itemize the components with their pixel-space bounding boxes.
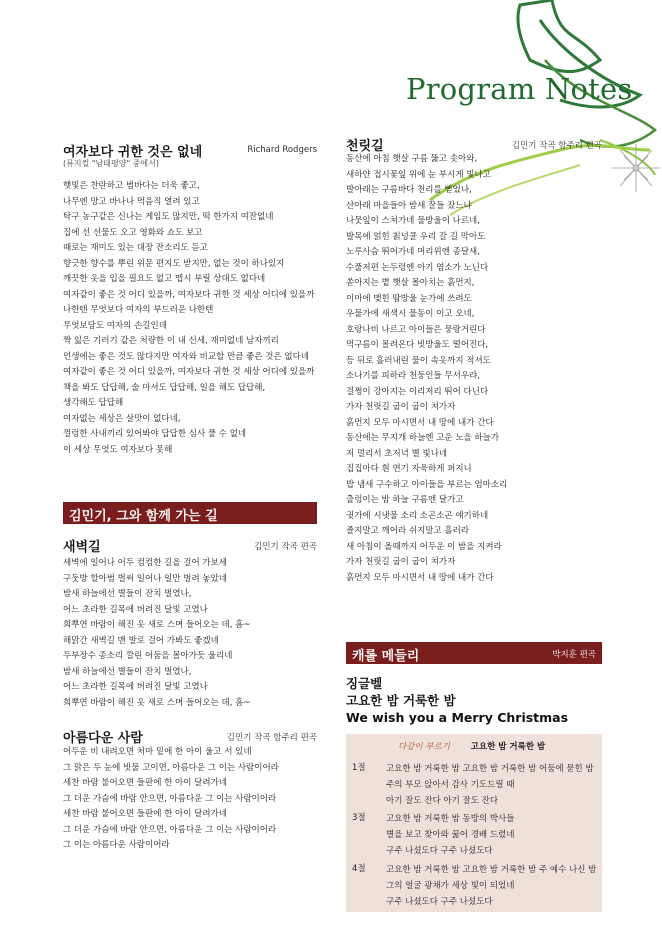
lyric-line: 동산에는 무지개 하늘엔 고운 노을 하늘가: [346, 433, 500, 443]
lyric-line: 탁구 농구같은 신나는 게임도 많지만, 떡 한가지 여잔없네: [63, 212, 274, 222]
song-credit: Richard Rodgers: [247, 145, 317, 155]
lyric-line: 책을 봐도 답답해, 술 마셔도 답답해, 일을 해도 답답해,: [63, 382, 266, 393]
lyric-line: 여자같이 좋은 것 어디 있을까, 여자보다 귀한 것 세상 어디에 있을까: [63, 289, 315, 300]
lyric-line: 해맑간 새벽길 맨 발로 걸어 가봐도 좋겠네: [63, 635, 219, 646]
verse-line: 주의 부모 앉아서 감사 기도드릴 때: [386, 780, 515, 790]
verse-line: 고요한 밤 거룩한 밤 고요한 밤 거룩한 밤 주 예수 나신 밤: [386, 865, 597, 875]
lyric-line: 그 이는 아름다운 사람이어라: [63, 840, 170, 850]
page-title: Program Notes: [406, 72, 633, 106]
lyric-line: 세찬 바람 불어오면 들판에 한 아이 달려가네: [63, 809, 228, 819]
lyrics: [63, 179, 317, 458]
lyric-line: 밤새 하늘에선 별들이 잔치 벌였나,: [63, 589, 192, 599]
section-bar-carol-medley: [346, 642, 602, 664]
lyric-line: 우물가에 새색시 물동이 이고 오네,: [346, 309, 475, 319]
song-title: 여자보다 귀한 것은 없네: [63, 145, 203, 160]
song-areumdaun-saram: [63, 727, 317, 854]
verse-line: 구주 나셨도다 구주 나셨도다: [386, 897, 493, 907]
lyric-line: 나뭇잎이 스쳐가네 물방울이 나르네,: [346, 216, 480, 226]
lyric-line: 걸쩡이 강아지는 이리저리 뛰어 다닌다: [346, 386, 489, 397]
sing-along-box: [346, 734, 602, 912]
lyric-line: 향긋한 향수를 뿌린 위문 편지도 받지만, 없는 것이 하나있지: [63, 258, 285, 269]
lyric-line: 집에 선 선물도 오고 영화와 쇼도 보고: [63, 227, 203, 238]
lyrics: [63, 556, 317, 711]
lyric-line: 짝 잃은 기러기 같은 처량한 이 내 신세, 재미없네 남자끼리: [63, 336, 279, 346]
lyric-line: 저 멀리서 초저녁 별 빛나네: [346, 448, 448, 459]
lyric-line: 나무엔 망고 바나나 먹음직 열려 있고: [63, 196, 200, 207]
song-subtitle: (뮤지컬 "남태평양" 중에서): [63, 159, 159, 168]
sparkle-icon: [612, 144, 660, 192]
section-title: 캐롤 메들리: [352, 649, 420, 664]
lyric-line: 껄렁한 사내끼리 있어봐야 답답한 심사 풀 수 없네: [63, 429, 247, 439]
lyric-line: 호랑나비 나르고 아이들은 뭉랑거린다: [346, 324, 486, 335]
lyric-line: 소나기를 피하라 천둥인들 무서우랴,: [346, 371, 480, 381]
lyric-line: 어두운 비 내려오면 처마 밑에 한 아이 울고 서 있네: [63, 747, 252, 757]
lyric-line: 밤새 하늘에선 별들이 잔치 벌였나,: [63, 666, 192, 677]
verse-line: 구주 나셨도다 구주 나셨도다: [386, 846, 493, 856]
lyric-line: 그 더운 가슴에 바람 안으면, 아름다운 그 이는 사람이어라: [63, 793, 277, 804]
lyric-line: 깨끗한 옷을 입을 필요도 없고 멥시 부릴 상대도 없다네: [63, 274, 266, 284]
lyric-line: 인생에는 좋은 것도 많다지만 여자와 비교할 만큼 좋은 것은 없다네: [63, 351, 310, 362]
sing-along-label: 다같이 부르기: [398, 742, 450, 752]
lyric-line: 집집마다 흰 연기 자욱하게 퍼지니: [346, 464, 472, 474]
section-title: 김민기, 그와 함께 가는 길: [69, 509, 218, 524]
verse-line: 별을 보고 찾아와 꿇어 경배 드렸네: [386, 830, 515, 840]
lyric-line: 그 더운 가슴에 바람 안으면, 아름다운 그 이는 사람이어라: [63, 824, 277, 835]
lyric-line: 쏟아지는 볕 햇살 몰아치는 흙먼지,: [346, 278, 475, 288]
lyric-line: 구둣방 할아범 벌써 일어나 일만 벌려 놓았네: [63, 573, 228, 584]
medley-song: 고요한 밤 거룩한 밤: [346, 693, 456, 708]
lyric-line: 세찬 바람 불어오면 들판에 한 아이 달려가네: [63, 778, 228, 788]
lyric-line: 가자 천릿길 굽이 굽이 쳐가자: [346, 402, 456, 412]
verse-line: 고요한 밤 거룩한 밤 동방의 박사들: [386, 814, 515, 824]
lyric-line: 등 뒤로 흘러내린 물이 속옷까지 적셔도: [346, 355, 491, 366]
song-credit: 김민기 작곡 편곡: [254, 542, 317, 552]
song-credit: 김민기 작곡 함주리 편곡: [226, 733, 317, 743]
verse-number: 3절: [352, 813, 366, 823]
verse-line: 고요한 밤 거룩한 밤 고요한 밤 거룩한 밤 어둠에 묻힌 밤: [386, 764, 594, 774]
song-credit: 김민기 작곡 함주리 편곡: [511, 141, 602, 151]
lyric-line: 햇빛은 찬란하고 범바다는 더욱 좋고,: [63, 181, 200, 191]
lyric-line: 무엇보담도 여자의 손길인데: [63, 320, 167, 331]
lyric-line: 어느 초라한 길목에 버려진 달빛 고였나: [63, 682, 208, 692]
lyric-line: 출렁이는 밤 하늘 구름엔 달가고: [346, 495, 464, 505]
lyric-line: 귓가에 시냇물 소리 소곤소곤 얘기하네: [346, 510, 489, 521]
verse-line: 아기 잘도 잔다 아기 잘도 잔다: [386, 796, 499, 806]
lyric-line: 이 세상 무엇도 여자보다 못해: [63, 444, 173, 455]
lyrics: [346, 152, 602, 586]
lyric-line: 희뿌연 바람이 해진 옷 새로 스며 들어오는 데, 흠~: [63, 620, 251, 630]
lyric-line: 동산에 아침 햇살 구름 뚫고 솟아와,: [346, 154, 478, 164]
lyric-line: 새벽에 일어나 어두 컴컴한 길을 걸어 가보세: [63, 558, 228, 568]
medley-song: We wish you a Merry Christmas: [346, 710, 569, 725]
lyric-line: 흙먼지 모두 마시면서 내 땅에 내가 간다: [346, 417, 494, 428]
lyric-line: 여자없는 세상은 살맛이 없다네,: [63, 413, 181, 424]
song-saebyeokgil: [63, 536, 317, 711]
section-credit: 박지훈 편곡: [552, 650, 596, 660]
lyric-line: 가자 천릿길 굽이 굽이 쳐가자: [346, 557, 456, 567]
lyric-line: 생각해도 답답해: [63, 398, 124, 408]
verse-number: 1절: [352, 763, 366, 773]
song-cheonritgil: [346, 135, 602, 586]
song-title: 천릿길: [346, 139, 384, 154]
lyric-line: 때로는 재미도 있는 대장 잔소리도 듣고: [63, 243, 208, 253]
lyric-line: 노루사슴 뛰어가네 머리위엔 종달새,: [346, 247, 480, 257]
song-title: 아름다운 사람: [63, 731, 143, 746]
lyric-line: 그 맑은 두 눈에 빗물 고이면, 아름다운 그 이는 사람이어라: [63, 762, 279, 773]
lyric-line: 졸지말고 깨어라 쉬지말고 흘러라: [346, 526, 470, 536]
medley-song-list: [346, 675, 568, 726]
lyric-line: 수풀저편 논두렁엔 아기 염소가 노닌다: [346, 262, 489, 273]
song-title: 새벽길: [63, 540, 101, 555]
lyric-line: 두부장수 종소리 깔린 어둠을 몰아가듯 울리네: [63, 651, 233, 661]
lyric-line: 흙먼지 모두 마시면서 내 땅에 내가 간다: [346, 572, 494, 583]
lyric-line: 이마에 맺힌 땀방울 눈가에 쓰려도: [346, 293, 472, 304]
lyric-line: 여자같이 좋은 것 어디 있을까, 여자보다 귀한 것 세상 어디에 있을까: [63, 367, 315, 377]
lyric-line: 어느 초라한 길목에 버려진 달빛 고였나: [63, 604, 208, 615]
lyric-line: 발아래는 구름바다 천리를 뻗었나,: [346, 185, 472, 195]
verse-line: 그의 얼굴 광채가 세상 빛이 되었네: [386, 881, 515, 891]
verse-number: 4절: [352, 864, 366, 874]
lyric-line: 나한텐 무엇보다 여자의 부드러운 나한텐: [63, 305, 214, 315]
lyric-line: 새하얀 접시꽃잎 위에 눈 부시게 빛나고: [346, 169, 491, 180]
song-yeoja: [63, 141, 317, 458]
section-bar-kimminki: [63, 502, 317, 524]
lyric-line: 새 아침이 올때까지 어두운 이 밤을 지켜라: [346, 541, 502, 552]
lyrics: [63, 745, 317, 854]
lyric-line: 발목에 얽힌 칡넝쿨 우리 갈 길 막아도: [346, 231, 486, 242]
medley-song: 징글벨: [346, 676, 383, 691]
lyric-line: 희뿌연 바람이 해진 옷 새로 스며 들어오는 데, 흠~: [63, 697, 251, 708]
lyric-line: 먹구름이 몰려온다 빗방울도 떨어진다,: [346, 340, 489, 350]
lyric-line: 밥 냄새 구수하고 아이들을 부르는 엄마소리: [346, 479, 508, 490]
sing-along-title: 고요한 밤 거룩한 밤: [470, 742, 546, 752]
lyric-line: 산아래 마을들아 밤새 잘들 잤느냐: [346, 200, 472, 211]
